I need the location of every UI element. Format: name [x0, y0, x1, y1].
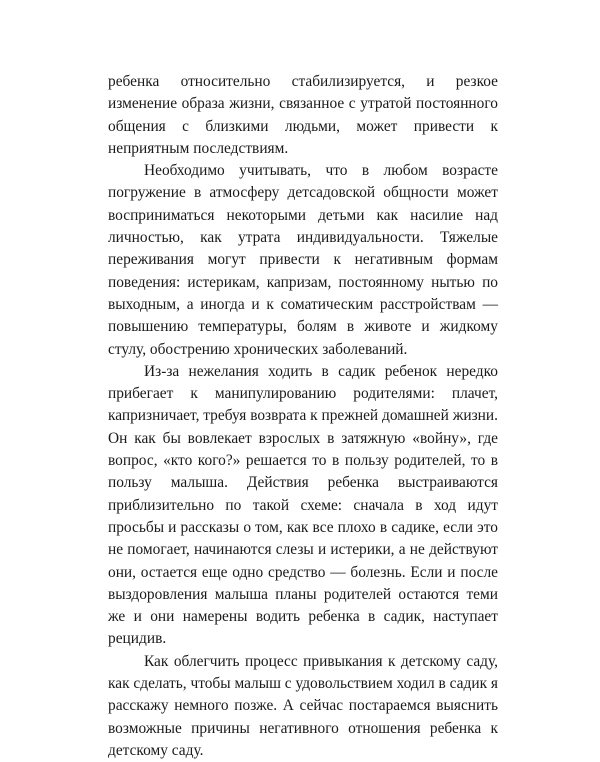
- document-page: [108, 71, 498, 762]
- paragraph-3: Из-за нежелания ходить в садик ребенок нередко прибегает к манипулированию родителями: плачет, капризничает, требуя возврата к прежней домашней жизни. Он как бы вовлекает взрослых в затяжную «войну», где вопрос, «кто кого?» решается то в пользу родителей, то в пользу малыша. Действия ребенка выстраиваются приблизительно по такой схеме: сначала в ход идут просьбы и рассказы о том, как все плохо в садике, если это не помогает, начинаются слезы и истерики, а не действуют они, остается еще одно средство — болезнь. Если и после выздоровления малыша планы родителей остаются теми же и они намерены водить ребенка в садик, наступает рецидив.: [108, 362, 498, 648]
- paragraph-4: Как облегчить процесс привыкания к детскому саду, как сделать, чтобы малыш с удовольствием ходил в садик я расскажу немного позже. А сейчас постараемся выяснить возможные причины негативного отношения ребенка к детскому саду.: [108, 652, 498, 759]
- paragraph-2: Необходимо учитывать, что в любом возрасте погружение в атмосферу детсадовской общности может восприниматься некоторыми детьми как насилие над личностью, как утрата индивидуальности. Тяжелые переживания могут привести к негативным формам поведения: истерикам, капризам, постоянному нытью по выходным, а иногда и к соматическим расстройствам — повышению температуры, болям в животе и жидкому стулу, обострению хронических заболеваний.: [108, 162, 498, 358]
- paragraph-1: ребенка относительно стабилизируется, и резкое изменение образа жизни, связанное с утратой постоянного общения с близкими людьми, может привести к неприятным последствиям.: [108, 73, 498, 157]
